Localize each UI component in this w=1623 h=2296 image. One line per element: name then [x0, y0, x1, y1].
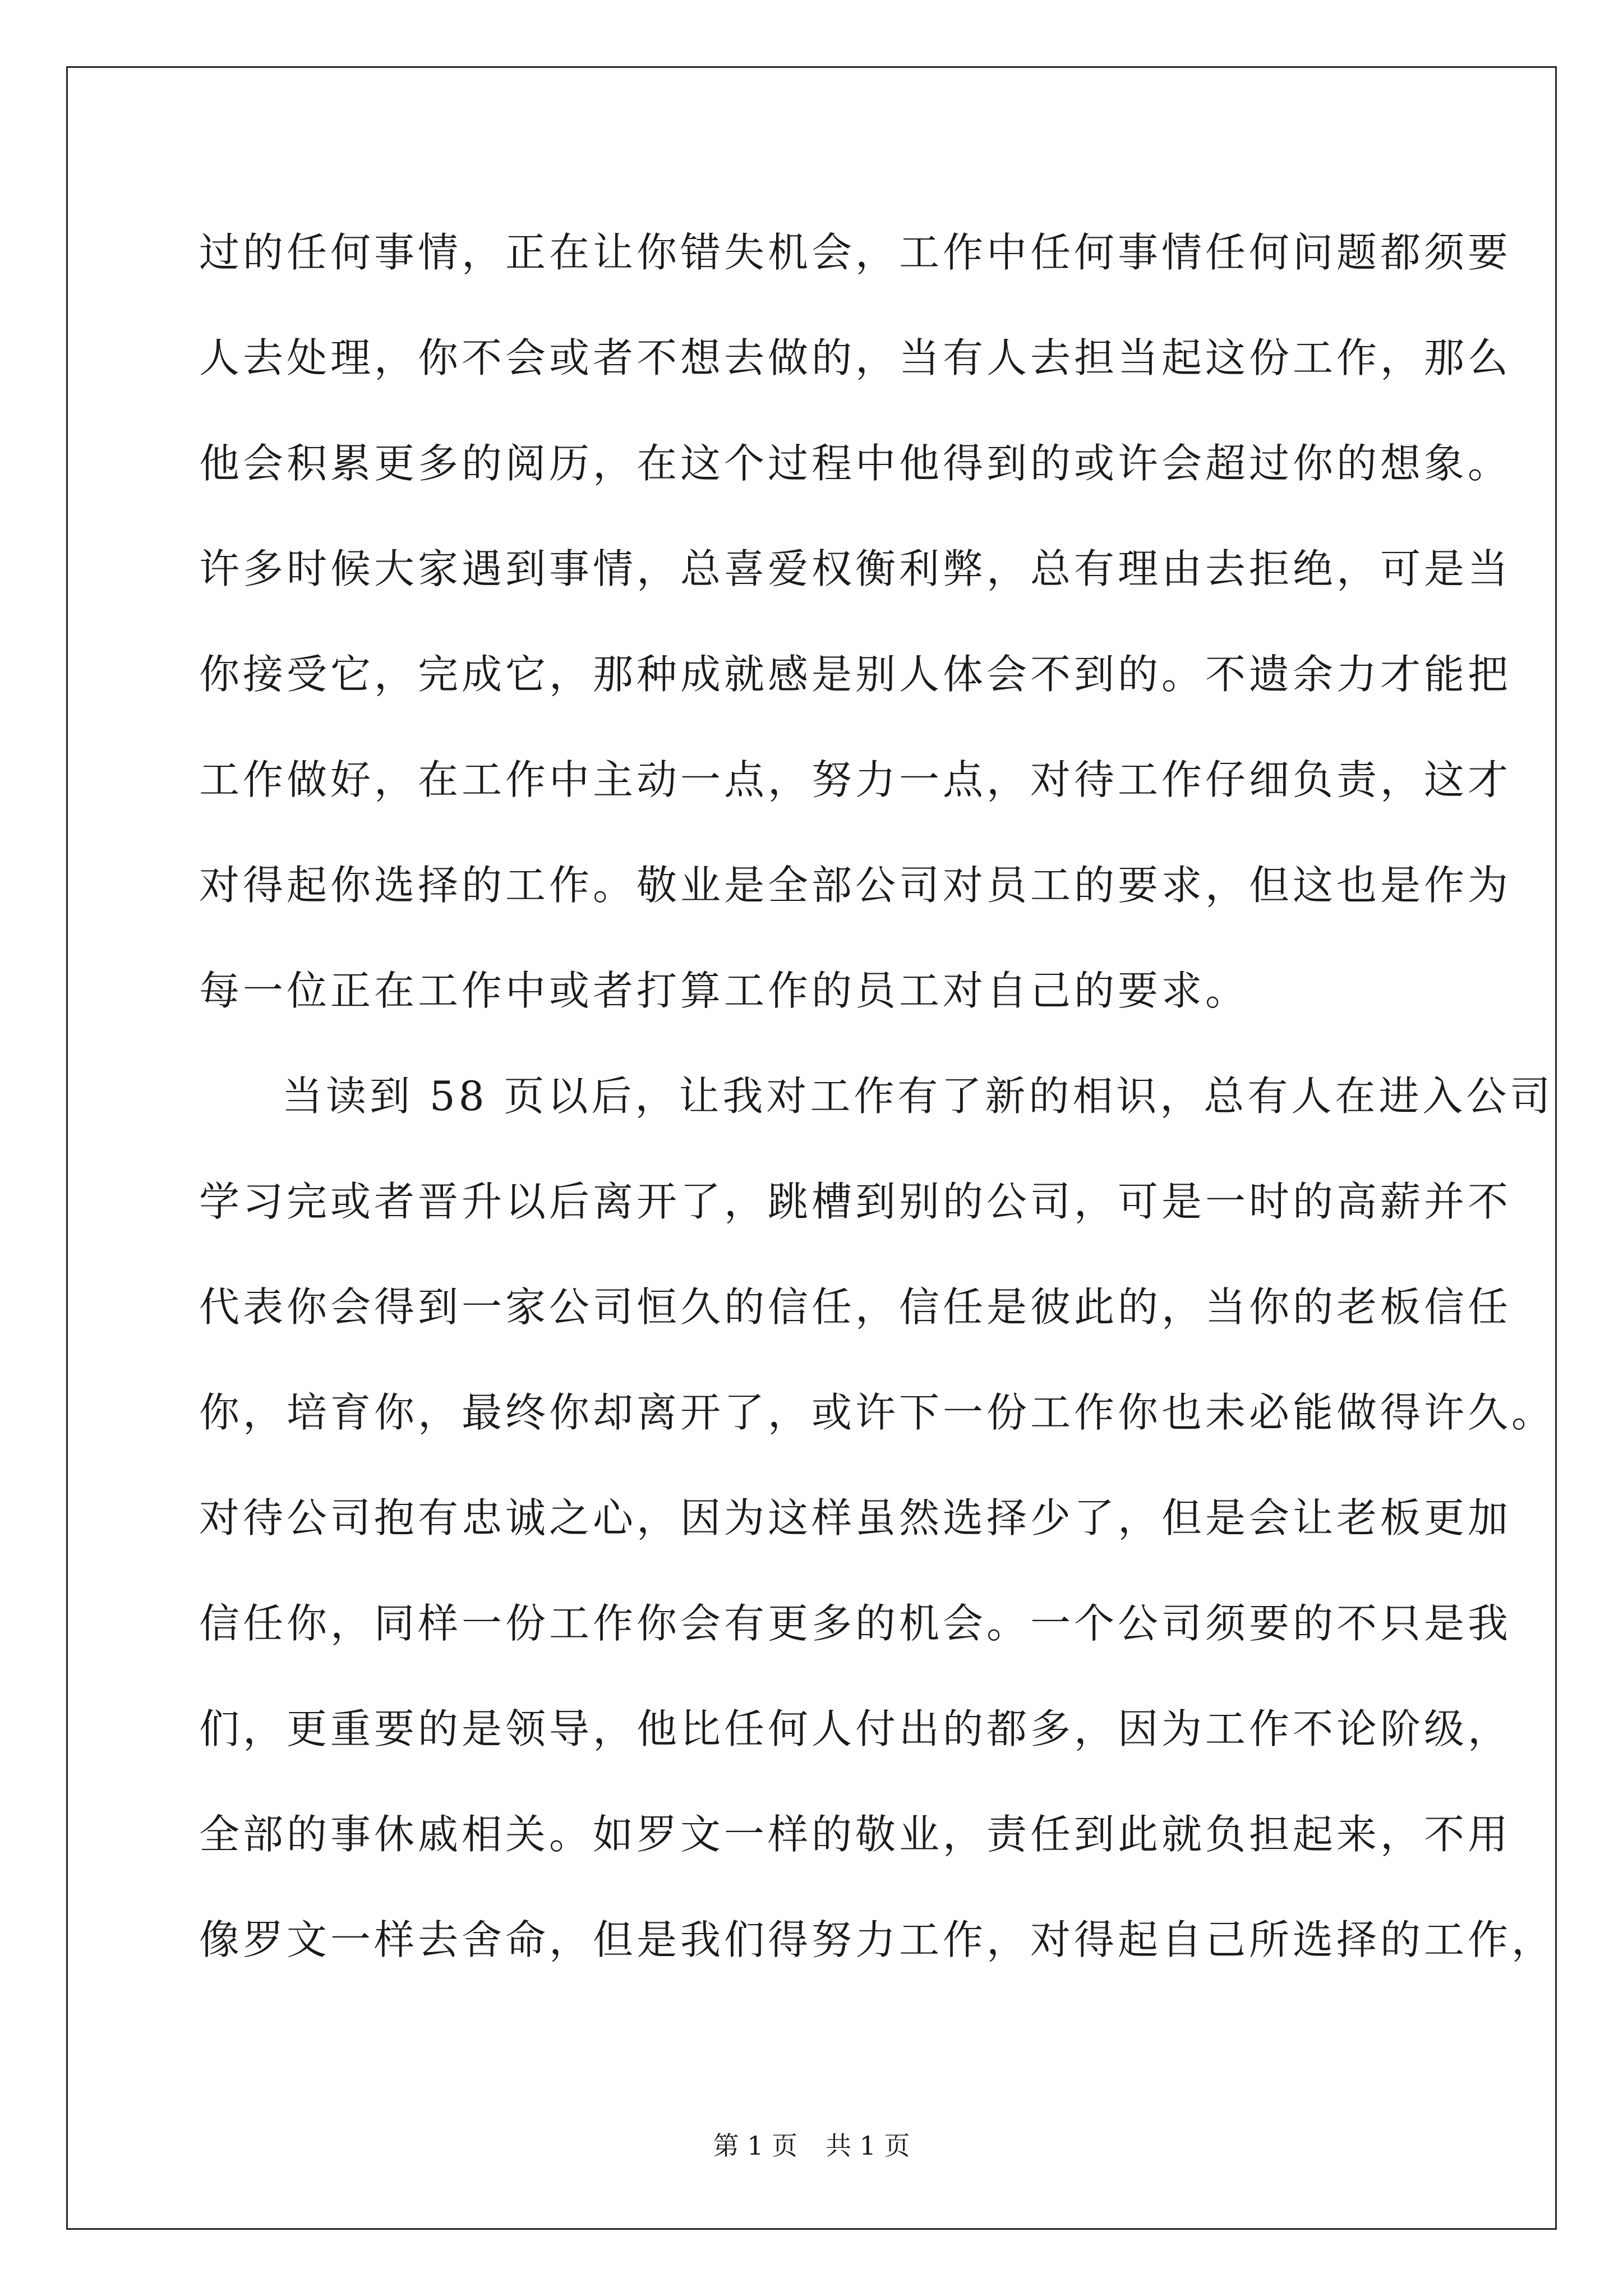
text-line: 对得起你选择的工作。敬业是全部公司对员工的要求，但这也是作为 [199, 862, 1512, 909]
text-line: 代表你会得到一家公司恒久的信任，信任是彼此的，当你的老板信任 [199, 1283, 1512, 1331]
text-line: 许多时候大家遇到事情，总喜爱权衡利弊，总有理由去拒绝，可是当 [199, 545, 1512, 592]
text-line: 对待公司抱有忠诚之心，因为这样虽然选择少了，但是会让老板更加 [199, 1494, 1512, 1542]
text-line: 信任你，同样一份工作你会有更多的机会。一个公司须要的不只是我 [199, 1600, 1512, 1647]
text-line: 人去处理，你不会或者不想去做的，当有人去担当起这份工作，那么 [199, 334, 1512, 381]
text-line: 每一位正在工作中或者打算工作的员工对自己的要求。 [199, 967, 1249, 1014]
text-line: 他会积累更多的阅历，在这个过程中他得到的或许会超过你的想象。 [199, 440, 1512, 487]
document-body [199, 222, 1556, 2014]
text-line: 学习完或者晋升以后离开了，跳槽到别的公司，可是一时的高薪并不 [199, 1178, 1512, 1225]
text-line: 像罗文一样去舍命，但是我们得努力工作，对得起自己所选择的工作， [199, 1916, 1556, 1963]
text-line: 你接受它，完成它，那种成就感是别人体会不到的。不遗余力才能把 [199, 651, 1512, 698]
text-line: 全部的事休戚相关。如罗文一样的敬业，责任到此就负担起来，不用 [199, 1811, 1512, 1858]
page-footer [0, 2129, 1623, 2162]
text-line: 过的任何事情，正在让你错失机会，工作中任何事情任何问题都须要 [199, 229, 1512, 276]
paragraph-start-line: 当读到 58 页以后，让我对工作有了新的相识，总有人在进入公司 [282, 1073, 1554, 1120]
text-line: 工作做好，在工作中主动一点，努力一点，对待工作仔细负责，这才 [199, 756, 1512, 803]
page-number: 第 1 页 [713, 2131, 797, 2161]
page-total: 共 1 页 [826, 2131, 910, 2161]
text-line: 们，更重要的是领导，他比任何人付出的都多，因为工作不论阶级， [199, 1705, 1512, 1752]
text-line: 你，培育你，最终你却离开了，或许下一份工作你也未必能做得许久。 [199, 1389, 1556, 1436]
